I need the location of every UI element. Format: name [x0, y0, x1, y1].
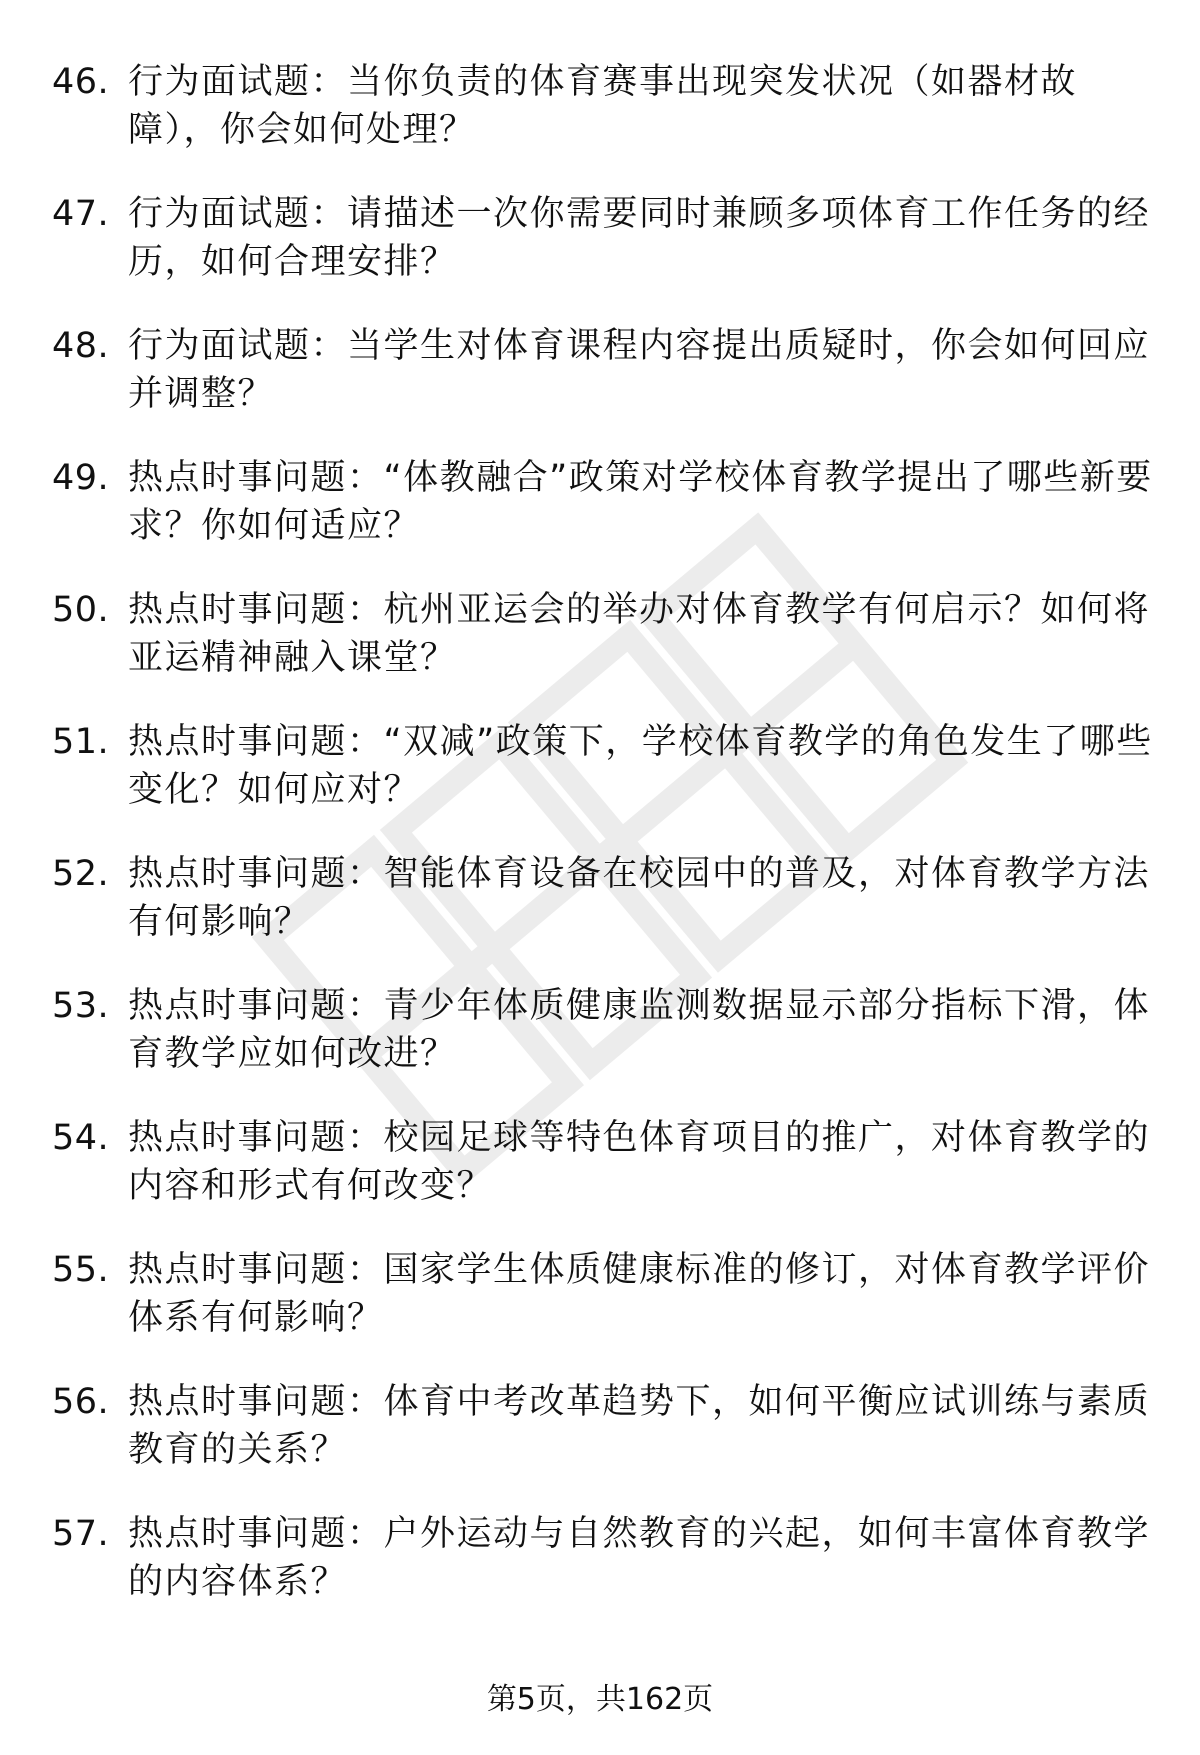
question-item [52, 1378, 1162, 1492]
question-number: 48. [52, 326, 110, 366]
question-list [52, 58, 1162, 1642]
question-text: 热点时事问题：体育中考改革趋势下，如何平衡应试训练与素质教育的关系？ [128, 1382, 1151, 1470]
question-text: 热点时事问题：户外运动与自然教育的兴起，如何丰富体育教学的内容体系？ [128, 1514, 1151, 1602]
question-text: 热点时事问题：杭州亚运会的举办对体育教学有何启示？如何将亚运精神融入课堂？ [128, 590, 1151, 678]
question-item [52, 190, 1162, 304]
question-item [52, 322, 1162, 436]
question-text: 热点时事问题：智能体育设备在校园中的普及，对体育教学方法有何影响？ [128, 854, 1151, 942]
question-item [52, 982, 1162, 1096]
page-footer: 第5页，共162页 [486, 1682, 714, 1717]
question-item [52, 1114, 1162, 1228]
question-number: 57. [52, 1514, 110, 1554]
question-item [52, 1510, 1162, 1624]
question-item [52, 850, 1162, 964]
question-number: 52. [52, 854, 110, 894]
question-number: 51. [52, 722, 110, 762]
question-text: 行为面试题：当学生对体育课程内容提出质疑时，你会如何回应并调整？ [128, 326, 1151, 414]
question-number: 47. [52, 194, 110, 234]
question-number: 53. [52, 986, 110, 1026]
question-text: 热点时事问题：校园足球等特色体育项目的推广，对体育教学的内容和形式有何改变？ [128, 1118, 1151, 1206]
question-item [52, 454, 1162, 568]
question-text: 热点时事问题：“体教融合”政策对学校体育教学提出了哪些新要求？你如何适应？ [128, 458, 1153, 546]
question-text: 热点时事问题：青少年体质健康监测数据显示部分指标下滑，体育教学应如何改进？ [128, 986, 1151, 1074]
question-item [52, 58, 1162, 172]
question-text: 热点时事问题：国家学生体质健康标准的修订，对体育教学评价体系有何影响？ [128, 1250, 1151, 1338]
question-item [52, 718, 1162, 832]
question-number: 56. [52, 1382, 110, 1422]
question-number: 50. [52, 590, 110, 630]
question-item [52, 586, 1162, 700]
question-text: 行为面试题：当你负责的体育赛事出现突发状况（如器材故障），你会如何处理？ [128, 62, 1078, 150]
question-number: 46. [52, 62, 110, 102]
question-text: 热点时事问题：“双减”政策下，学校体育教学的角色发生了哪些变化？如何应对？ [128, 722, 1153, 810]
question-number: 49. [52, 458, 110, 498]
question-number: 54. [52, 1118, 110, 1158]
question-item [52, 1246, 1162, 1360]
question-text: 行为面试题：请描述一次你需要同时兼顾多项体育工作任务的经历，如何合理安排？ [128, 194, 1151, 282]
question-number: 55. [52, 1250, 110, 1290]
